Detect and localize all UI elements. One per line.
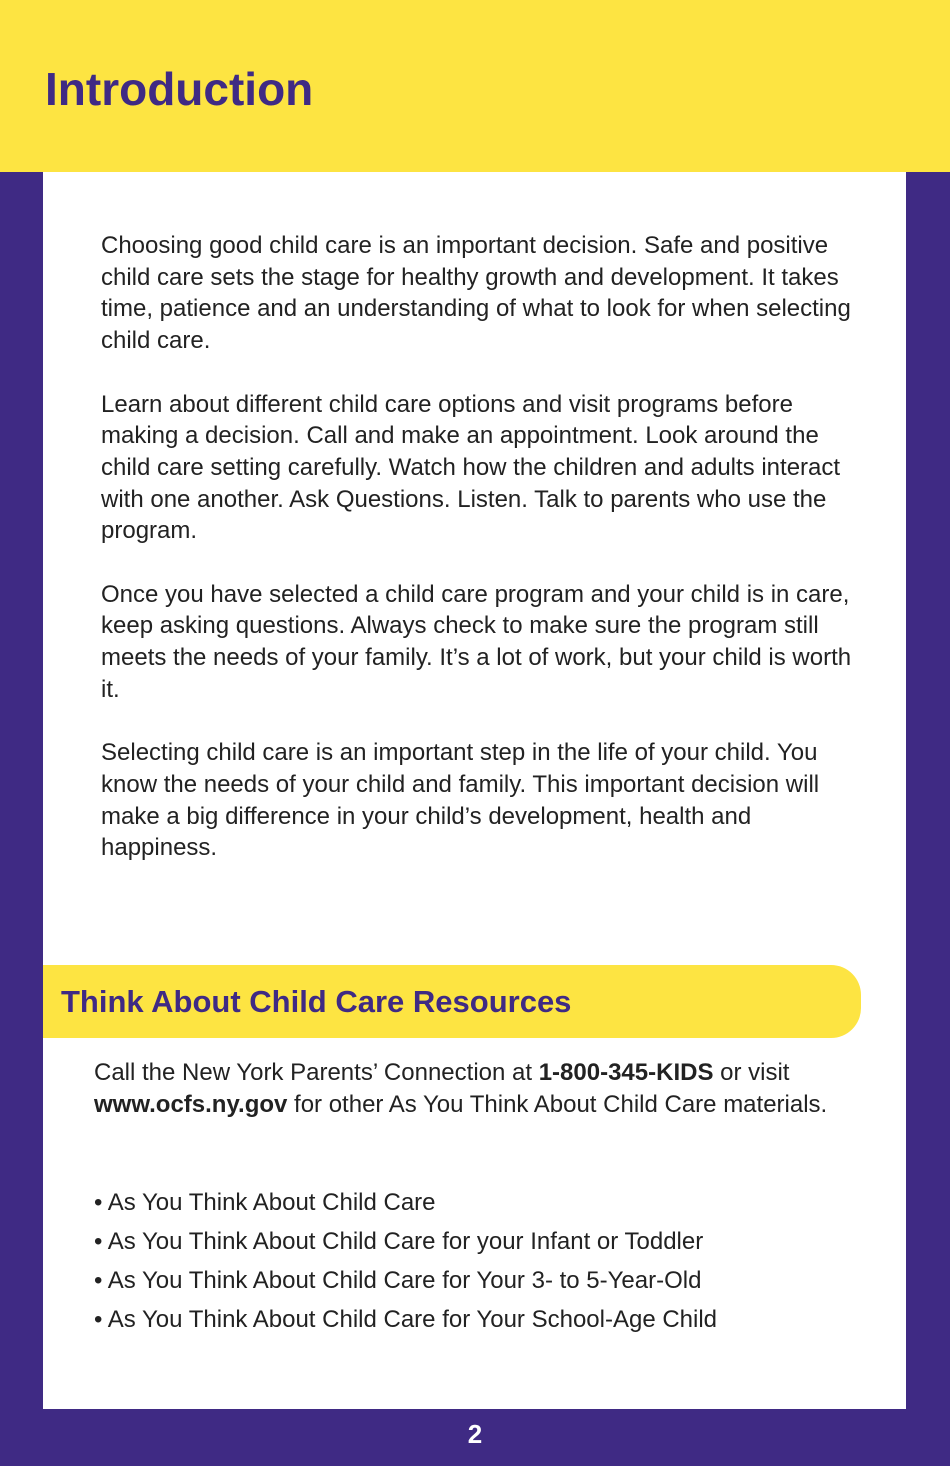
list-item: • As You Think About Child Care for Your School-Age Child bbox=[94, 1306, 718, 1333]
header-banner bbox=[0, 0, 950, 172]
phone-number: 1-800-345-KIDS bbox=[538, 1059, 714, 1086]
resources-paragraph bbox=[94, 1057, 874, 1120]
list-item: • As You Think About Child Care bbox=[94, 1189, 436, 1216]
resources-banner bbox=[43, 965, 861, 1038]
intro-section bbox=[101, 230, 871, 896]
intro-paragraph: Learn about different child care options and visit programs before making a decision. Call and make an appointment. Look around the child care setting carefully. Watch how the children and adults interact with one another. Ask Questions. Listen. Talk to parents who use the program. bbox=[101, 390, 841, 545]
resources-text-part: for other As You Think About Child Care materials. bbox=[287, 1090, 828, 1118]
intro-paragraph: Once you have selected a child care program and your child is in care, keep asking questions. Always check to make sure the program still meets the needs of your family. It’s a lot of work, but your child is worth it. bbox=[101, 580, 852, 703]
intro-paragraph: Choosing good child care is an important decision. Safe and positive child care sets the stage for healthy growth and development. It takes time, patience and an understanding of what to look for when selecting child care. bbox=[101, 232, 851, 355]
resources-text-part: or visit bbox=[713, 1059, 790, 1086]
intro-paragraph: Selecting child care is an important step in the life of your child. You know the needs of your child and family. This important decision will make a big difference in your child’s development, health and happiness. bbox=[101, 739, 820, 862]
resources-text-part: Call the New York Parents’ Connection at bbox=[94, 1059, 539, 1086]
section-title: Think About Child Care Resources bbox=[61, 984, 572, 1019]
materials-list bbox=[94, 1183, 717, 1339]
page-title: Introduction bbox=[45, 63, 314, 115]
page-number: 2 bbox=[467, 1419, 483, 1449]
list-item: • As You Think About Child Care for Your 3- to 5-Year-Old bbox=[94, 1267, 702, 1294]
resources-description bbox=[94, 1057, 874, 1120]
website-link[interactable]: www.ocfs.ny.gov bbox=[94, 1090, 288, 1118]
list-item: • As You Think About Child Care for your Infant or Toddler bbox=[94, 1228, 704, 1255]
